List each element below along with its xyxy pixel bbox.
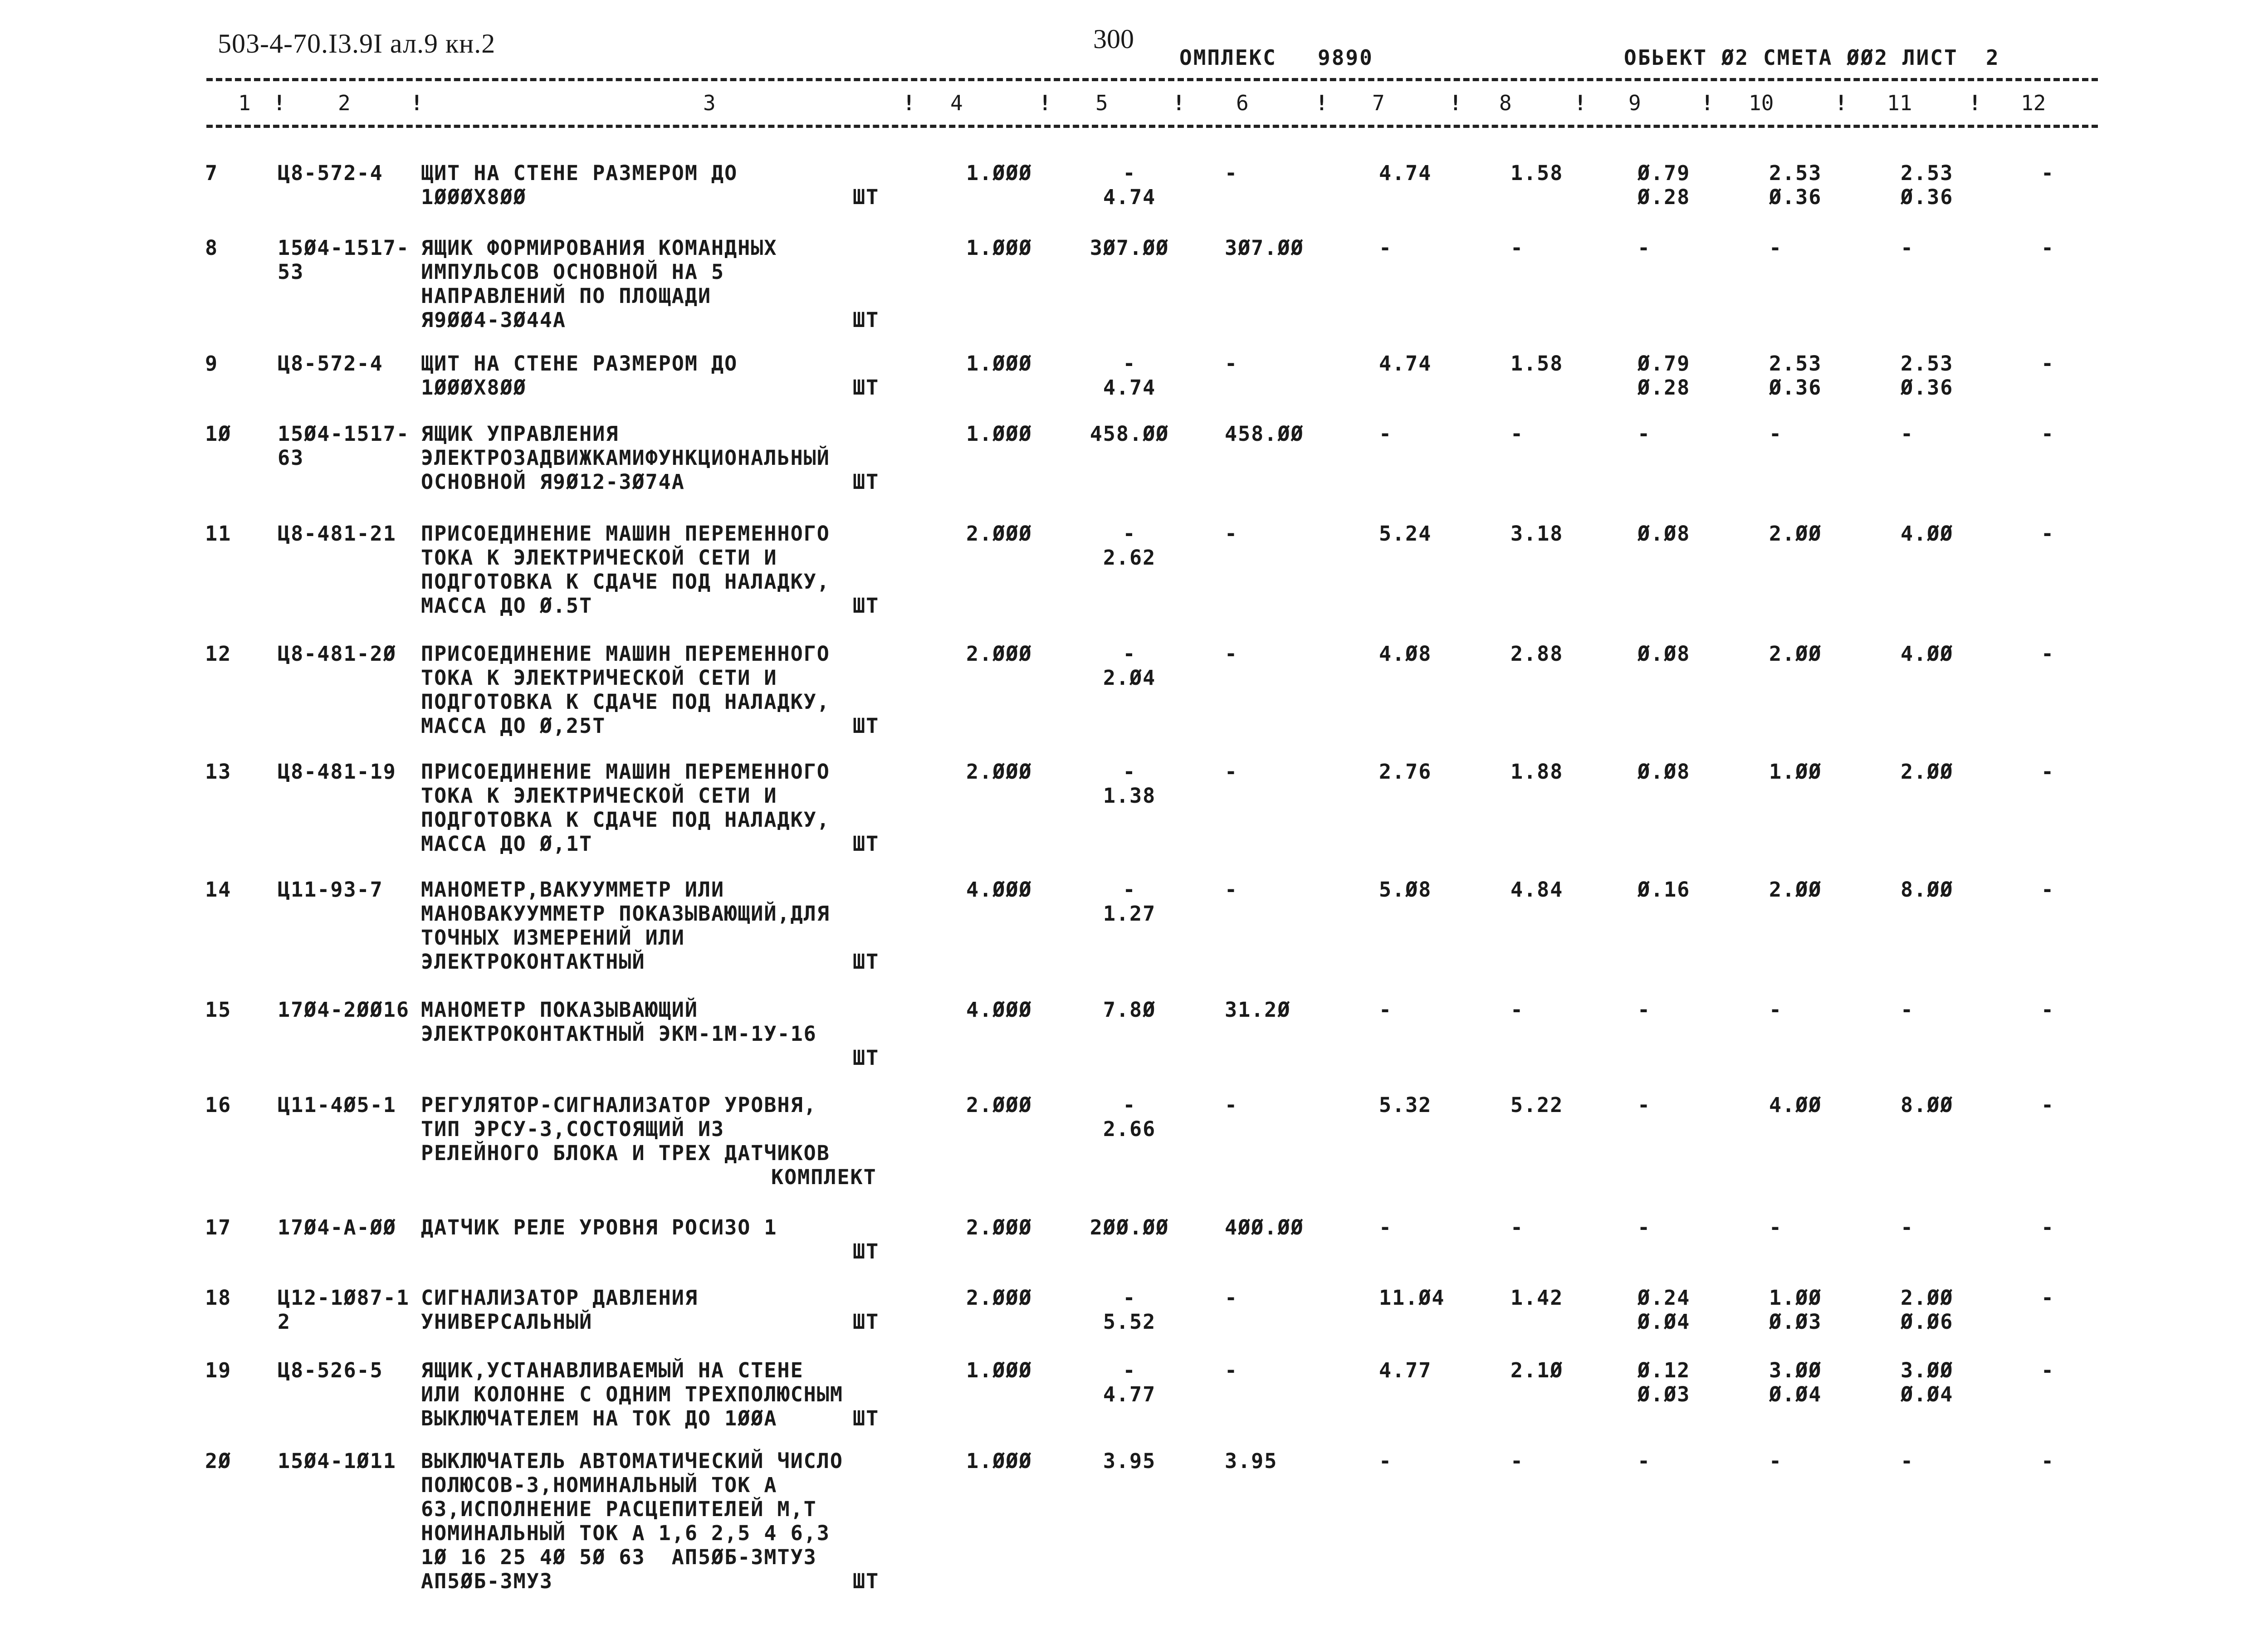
col-12-value: -: [2041, 1093, 2055, 1117]
col-10-value: 3.ØØ Ø.Ø4: [1769, 1358, 1822, 1406]
col-10-value: 4.ØØ: [1769, 1093, 1822, 1117]
unit-cost: - 4.74: [1103, 161, 1156, 209]
object-estimate-sheet: ОБЬЕКТ Ø2 СМЕТА ØØ2 ЛИСТ 2: [1624, 45, 2000, 70]
item-description: ВЫКЛЮЧАТЕЛЬ АВТОМАТИЧЕСКИЙ ЧИСЛО ПОЛЮСОВ-3,НОМИНАЛЬНЫЙ ТОК А 63,ИСПОЛНЕНИЕ РАСЦЕПИТЕЛЕЙ М,Т НОМИНАЛЬНЫЙ ТОК А 1,6 2,5 4 6,3 1Ø 16 25 4Ø 5Ø 63 АП5ØБ-3МТУЗ АП5ØБ-3МУЗ: [421, 1449, 843, 1593]
col-11-value: -: [1901, 1215, 1914, 1239]
column-separator: !: [1315, 91, 1328, 115]
page-number: 300: [1093, 24, 1134, 54]
col-9-value: Ø.79 Ø.28: [1637, 161, 1691, 209]
quantity: 2.ØØØ: [966, 522, 1032, 546]
col-7-value: 4.77: [1379, 1358, 1432, 1382]
col-10-value: -: [1769, 1449, 1783, 1473]
item-description: ЩИТ НА СТЕНЕ РАЗМЕРОМ ДО 1ØØØХ8ØØ: [421, 351, 738, 400]
complex-number: 9890: [1318, 45, 1374, 70]
col-9-value: -: [1637, 1215, 1651, 1239]
unit-cost: 3.95: [1103, 1449, 1156, 1473]
column-separator: !: [1701, 91, 1714, 115]
row-number: 15: [205, 998, 232, 1022]
quantity: 1.ØØØ: [966, 236, 1032, 260]
col-10-value: 2.ØØ: [1769, 522, 1822, 546]
row-number: 2Ø: [205, 1449, 232, 1473]
column-number-4: 4: [950, 91, 963, 115]
price-code: Ц8-481-21: [278, 522, 396, 546]
col-11-value: 2.53 Ø.36: [1901, 161, 1954, 209]
header-divider-top: [206, 78, 2098, 81]
unit-of-measure: ШТ: [853, 1239, 880, 1263]
total-cost: 4ØØ.ØØ: [1225, 1215, 1304, 1239]
col-9-value: Ø.Ø8: [1637, 760, 1691, 784]
row-number: 17: [205, 1215, 232, 1239]
row-number: 13: [205, 760, 232, 784]
col-10-value: 2.ØØ: [1769, 642, 1822, 666]
col-11-value: 8.ØØ: [1901, 1093, 1954, 1117]
unit-of-measure: КОМПЛЕКТ: [771, 1165, 877, 1189]
row-number: 18: [205, 1286, 232, 1310]
unit-of-measure: ШТ: [853, 185, 880, 209]
col-10-value: 2.53 Ø.36: [1769, 161, 1822, 209]
quantity: 1.ØØØ: [966, 422, 1032, 446]
unit-cost: 2ØØ.ØØ: [1090, 1215, 1169, 1239]
unit-of-measure: ШТ: [853, 714, 880, 738]
col-8-value: 3.18: [1510, 522, 1564, 546]
item-description: ЩИТ НА СТЕНЕ РАЗМЕРОМ ДО 1ØØØХ8ØØ: [421, 161, 738, 209]
row-number: 9: [205, 351, 219, 376]
column-number-9: 9: [1628, 91, 1641, 115]
col-12-value: -: [2041, 1215, 2055, 1239]
column-separator: !: [1449, 91, 1462, 115]
total-cost: -: [1225, 161, 1238, 185]
column-number-1: 1: [238, 91, 251, 115]
quantity: 1.ØØØ: [966, 1358, 1032, 1382]
document-code: 503-4-70.I3.9I ал.9 кн.2: [218, 29, 496, 59]
unit-of-measure: ШТ: [853, 1046, 880, 1070]
col-7-value: 2.76: [1379, 760, 1432, 784]
unit-of-measure: ШТ: [853, 1406, 880, 1430]
col-11-value: 4.ØØ: [1901, 642, 1954, 666]
column-number-7: 7: [1372, 91, 1385, 115]
col-12-value: -: [2041, 1358, 2055, 1382]
col-8-value: 2.1Ø: [1510, 1358, 1564, 1382]
unit-cost: - 1.38: [1103, 760, 1156, 808]
row-number: 7: [205, 161, 219, 185]
col-11-value: -: [1901, 236, 1914, 260]
unit-of-measure: ШТ: [853, 308, 880, 332]
unit-cost: 3Ø7.ØØ: [1090, 236, 1169, 260]
total-cost: -: [1225, 878, 1238, 902]
col-11-value: 2.ØØ Ø.Ø6: [1901, 1286, 1954, 1334]
col-8-value: 5.22: [1510, 1093, 1564, 1117]
col-8-value: -: [1510, 1215, 1524, 1239]
price-code: Ц8-572-4: [278, 161, 383, 185]
col-11-value: 2.ØØ: [1901, 760, 1954, 784]
col-12-value: -: [2041, 998, 2055, 1022]
quantity: 2.ØØØ: [966, 1286, 1032, 1310]
column-number-11: 11: [1887, 91, 1912, 115]
col-8-value: -: [1510, 236, 1524, 260]
col-9-value: -: [1637, 998, 1651, 1022]
col-8-value: -: [1510, 998, 1524, 1022]
col-12-value: -: [2041, 878, 2055, 902]
item-description: ПРИСОЕДИНЕНИЕ МАШИН ПЕРЕМЕННОГО ТОКА К ЭЛЕКТРИЧЕСКОЙ СЕТИ И ПОДГОТОВКА К СДАЧЕ ПОД НАЛАДКУ, МАССА ДО Ø,1Т: [421, 760, 830, 856]
col-9-value: -: [1637, 1449, 1651, 1473]
row-number: 8: [205, 236, 219, 260]
column-number-6: 6: [1236, 91, 1249, 115]
item-description: ЯЩИК ФОРМИРОВАНИЯ КОМАНДНЫХ ИМПУЛЬСОВ ОСНОВНОЙ НА 5 НАПРАВЛЕНИЙ ПО ПЛОЩАДИ Я9ØØ4-3Ø44А: [421, 236, 777, 332]
row-number: 19: [205, 1358, 232, 1382]
col-11-value: -: [1901, 1449, 1914, 1473]
col-11-value: -: [1901, 998, 1914, 1022]
col-12-value: -: [2041, 422, 2055, 446]
unit-of-measure: ШТ: [853, 376, 880, 400]
price-code: Ц8-481-19: [278, 760, 396, 784]
unit-of-measure: ШТ: [853, 1569, 880, 1593]
col-8-value: 4.84: [1510, 878, 1564, 902]
total-cost: -: [1225, 1358, 1238, 1382]
col-12-value: -: [2041, 161, 2055, 185]
complex-label: ОМПЛЕКС: [1179, 45, 1277, 70]
col-9-value: Ø.16: [1637, 878, 1691, 902]
quantity: 4.ØØØ: [966, 998, 1032, 1022]
total-cost: -: [1225, 760, 1238, 784]
col-9-value: -: [1637, 236, 1651, 260]
col-11-value: -: [1901, 422, 1914, 446]
column-number-3: 3: [703, 91, 716, 115]
unit-cost: - 4.74: [1103, 351, 1156, 400]
quantity: 2.ØØØ: [966, 1215, 1032, 1239]
col-7-value: 5.24: [1379, 522, 1432, 546]
column-number-2: 2: [338, 91, 351, 115]
column-separator: !: [411, 91, 423, 115]
col-7-value: 4.74: [1379, 161, 1432, 185]
col-9-value: -: [1637, 1093, 1651, 1117]
col-7-value: 4.Ø8: [1379, 642, 1432, 666]
col-8-value: 1.88: [1510, 760, 1564, 784]
total-cost: -: [1225, 642, 1238, 666]
col-9-value: Ø.Ø8: [1637, 522, 1691, 546]
col-7-value: -: [1379, 236, 1393, 260]
header-divider-bottom: [206, 125, 2098, 128]
column-separator: !: [1969, 91, 1981, 115]
col-12-value: -: [2041, 1286, 2055, 1310]
price-code: Ц8-481-2Ø: [278, 642, 396, 666]
col-12-value: -: [2041, 760, 2055, 784]
col-7-value: -: [1379, 1215, 1393, 1239]
col-9-value: -: [1637, 422, 1651, 446]
total-cost: -: [1225, 1286, 1238, 1310]
column-number-12: 12: [2021, 91, 2046, 115]
col-7-value: 5.32: [1379, 1093, 1432, 1117]
price-code: 15Ø4-1517- 53: [278, 236, 410, 284]
col-12-value: -: [2041, 642, 2055, 666]
unit-cost: - 2.62: [1103, 522, 1156, 570]
col-9-value: Ø.24 Ø.Ø4: [1637, 1286, 1691, 1334]
col-7-value: 5.Ø8: [1379, 878, 1432, 902]
total-cost: -: [1225, 1093, 1238, 1117]
column-separator: !: [1039, 91, 1051, 115]
col-7-value: -: [1379, 422, 1393, 446]
unit-cost: 458.ØØ: [1090, 422, 1169, 446]
item-description: СИГНАЛИЗАТОР ДАВЛЕНИЯ УНИВЕРСАЛЬНЫЙ: [421, 1286, 698, 1334]
row-number: 14: [205, 878, 232, 902]
col-7-value: 11.Ø4: [1379, 1286, 1445, 1310]
column-separator: !: [1835, 91, 1848, 115]
price-code: 17Ø4-2ØØ16: [278, 998, 410, 1022]
row-number: 11: [205, 522, 232, 546]
row-number: 1Ø: [205, 422, 232, 446]
unit-of-measure: ШТ: [853, 470, 880, 494]
item-description: МАНОМЕТР,ВАКУУММЕТР ИЛИ МАНОВАКУУММЕТР ПОКАЗЫВАЮЩИЙ,ДЛЯ ТОЧНЫХ ИЗМЕРЕНИЙ ИЛИ ЭЛЕКТРОКОНТАКТНЫЙ: [421, 878, 830, 974]
col-7-value: -: [1379, 998, 1393, 1022]
price-code: Ц8-526-5: [278, 1358, 383, 1382]
col-11-value: 2.53 Ø.36: [1901, 351, 1954, 400]
row-number: 16: [205, 1093, 232, 1117]
col-10-value: -: [1769, 236, 1783, 260]
col-10-value: -: [1769, 422, 1783, 446]
col-12-value: -: [2041, 351, 2055, 376]
quantity: 1.ØØØ: [966, 351, 1032, 376]
price-code: 15Ø4-1517- 63: [278, 422, 410, 470]
unit-of-measure: ШТ: [853, 594, 880, 618]
price-code: Ц12-1Ø87-1 2: [278, 1286, 410, 1334]
item-description: РЕГУЛЯТОР-СИГНАЛИЗАТОР УРОВНЯ, ТИП ЭРСУ-3,СОСТОЯЩИЙ ИЗ РЕЛЕЙНОГО БЛОКА И ТРЕХ ДАТЧИКОВ: [421, 1093, 830, 1165]
unit-of-measure: ШТ: [853, 832, 880, 856]
total-cost: -: [1225, 351, 1238, 376]
col-9-value: Ø.Ø8: [1637, 642, 1691, 666]
quantity: 2.ØØØ: [966, 1093, 1032, 1117]
col-8-value: -: [1510, 422, 1524, 446]
total-cost: 3Ø7.ØØ: [1225, 236, 1304, 260]
column-separator: !: [1173, 91, 1185, 115]
col-12-value: -: [2041, 1449, 2055, 1473]
col-12-value: -: [2041, 522, 2055, 546]
column-separator: !: [273, 91, 286, 115]
price-code: 15Ø4-1Ø11: [278, 1449, 396, 1473]
unit-of-measure: ШТ: [853, 950, 880, 974]
col-10-value: 2.ØØ: [1769, 878, 1822, 902]
total-cost: 458.ØØ: [1225, 422, 1304, 446]
unit-cost: - 1.27: [1103, 878, 1156, 926]
unit-cost: - 4.77: [1103, 1358, 1156, 1406]
item-description: ПРИСОЕДИНЕНИЕ МАШИН ПЕРЕМЕННОГО ТОКА К ЭЛЕКТРИЧЕСКОЙ СЕТИ И ПОДГОТОВКА К СДАЧЕ ПОД НАЛАДКУ, МАССА ДО Ø.5Т: [421, 522, 830, 618]
total-cost: 3.95: [1225, 1449, 1278, 1473]
column-separator: !: [903, 91, 915, 115]
price-code: Ц8-572-4: [278, 351, 383, 376]
column-number-10: 10: [1749, 91, 1774, 115]
item-description: ЯЩИК УПРАВЛЕНИЯ ЭЛЕКТРОЗАДВИЖКАМИФУНКЦИОНАЛЬНЫЙ ОСНОВНОЙ Я9Ø12-3Ø74А: [421, 422, 830, 494]
col-7-value: 4.74: [1379, 351, 1432, 376]
total-cost: 31.2Ø: [1225, 998, 1291, 1022]
unit-cost: - 2.Ø4: [1103, 642, 1156, 690]
col-8-value: 1.42: [1510, 1286, 1564, 1310]
price-code: Ц11-4Ø5-1: [278, 1093, 396, 1117]
col-10-value: 1.ØØ: [1769, 760, 1822, 784]
price-code: Ц11-93-7: [278, 878, 383, 902]
col-8-value: 1.58: [1510, 161, 1564, 185]
quantity: 2.ØØØ: [966, 760, 1032, 784]
item-description: ЯЩИК,УСТАНАВЛИВАЕМЫЙ НА СТЕНЕ ИЛИ КОЛОННЕ С ОДНИМ ТРЕХПОЛЮСНЫМ ВЫКЛЮЧАТЕЛЕМ НА ТОК ДО 1ØØА: [421, 1358, 843, 1430]
col-11-value: 3.ØØ Ø.Ø4: [1901, 1358, 1954, 1406]
col-10-value: 1.ØØ Ø.Ø3: [1769, 1286, 1822, 1334]
col-11-value: 8.ØØ: [1901, 878, 1954, 902]
column-number-5: 5: [1095, 91, 1108, 115]
unit-cost: 7.8Ø: [1103, 998, 1156, 1022]
item-description: ДАТЧИК РЕЛЕ УРОВНЯ РОСИЗО 1: [421, 1215, 777, 1239]
col-10-value: 2.53 Ø.36: [1769, 351, 1822, 400]
col-8-value: 1.58: [1510, 351, 1564, 376]
col-10-value: -: [1769, 998, 1783, 1022]
quantity: 2.ØØØ: [966, 642, 1032, 666]
quantity: 1.ØØØ: [966, 161, 1032, 185]
total-cost: -: [1225, 522, 1238, 546]
unit-of-measure: ШТ: [853, 1310, 880, 1334]
col-9-value: Ø.79 Ø.28: [1637, 351, 1691, 400]
col-8-value: -: [1510, 1449, 1524, 1473]
col-7-value: -: [1379, 1449, 1393, 1473]
col-12-value: -: [2041, 236, 2055, 260]
col-11-value: 4.ØØ: [1901, 522, 1954, 546]
row-number: 12: [205, 642, 232, 666]
col-8-value: 2.88: [1510, 642, 1564, 666]
item-description: ПРИСОЕДИНЕНИЕ МАШИН ПЕРЕМЕННОГО ТОКА К ЭЛЕКТРИЧЕСКОЙ СЕТИ И ПОДГОТОВКА К СДАЧЕ ПОД НАЛАДКУ, МАССА ДО Ø,25Т: [421, 642, 830, 738]
unit-cost: - 2.66: [1103, 1093, 1156, 1141]
column-separator: !: [1574, 91, 1587, 115]
quantity: 1.ØØØ: [966, 1449, 1032, 1473]
col-10-value: -: [1769, 1215, 1783, 1239]
column-number-8: 8: [1499, 91, 1512, 115]
col-9-value: Ø.12 Ø.Ø3: [1637, 1358, 1691, 1406]
column-number-row: [0, 91, 2268, 118]
price-code: 17Ø4-А-ØØ: [278, 1215, 396, 1239]
item-description: МАНОМЕТР ПОКАЗЫВАЮЩИЙ ЭЛЕКТРОКОНТАКТНЫЙ ЭКМ-1М-1У-16: [421, 998, 817, 1046]
unit-cost: - 5.52: [1103, 1286, 1156, 1334]
quantity: 4.ØØØ: [966, 878, 1032, 902]
